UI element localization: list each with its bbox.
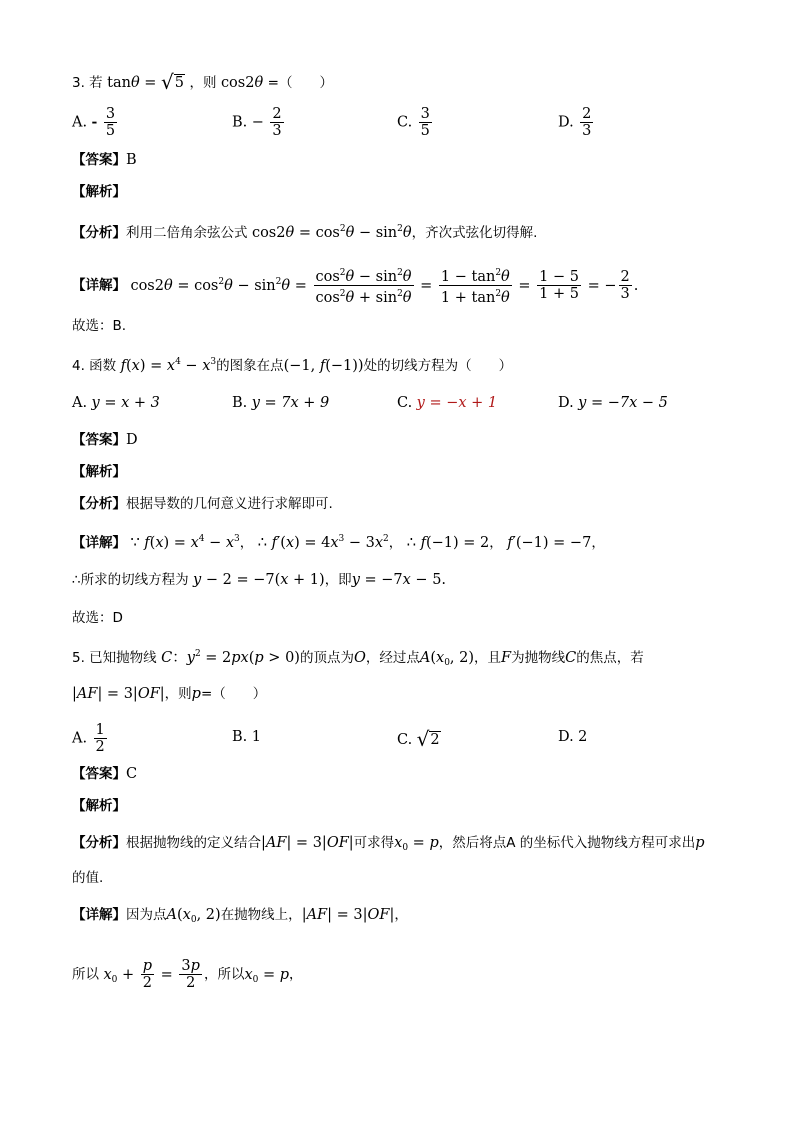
q5-option-c-label: C. <box>397 732 413 748</box>
detail-step-4: f′(−1) = −7 <box>507 535 592 551</box>
q5-stem-condition: |AF| = 3|OF| <box>72 686 165 702</box>
q4-option-c-label: C. <box>397 395 413 411</box>
q4-fenxi <box>72 494 333 514</box>
q5-stem-o: O <box>353 650 366 666</box>
q3-stem-mid: ，则 <box>189 75 217 91</box>
conclusion-text: 故选：B. <box>72 318 127 334</box>
detail-formula: $\cos 2\theta = \cos^2\theta - \sin^2\theta$ = $\frac{\cos^2\theta - \sin^2\theta}{\cos^2\theta + \sin^2\theta}$ = $\frac{1 - \tan^2\theta}{1 + \tan^2\theta}$ = $\frac{1 - 5}{1 + 5}$ = − $\frac{2}{3}$ . <box>130 278 638 294</box>
fenxi-formula: $\cos 2\theta = \cos^2\theta - \sin^2\theta$ <box>251 224 412 241</box>
q3-option-a[interactable] <box>72 106 119 139</box>
q5-option-a-fraction: $\frac{1}{2}$ <box>95 722 105 755</box>
q4-option-d-text: y = −7x − 5 <box>578 395 668 411</box>
q4-stem-function: $f(x) = x^4 - x^3$ <box>120 357 217 374</box>
q5-detail-line2 <box>72 958 303 991</box>
q3-option-b-fraction: $\frac{2}{3}$ <box>272 106 282 139</box>
answer-tag: 【答案】 <box>72 152 126 168</box>
q5-stem-text-4: 为抛物线 <box>511 650 566 666</box>
detail-text-post: ， <box>394 907 408 923</box>
q5-stem-text-6: ，则 <box>164 686 192 702</box>
q3-option-a-label: A. <box>72 114 88 131</box>
detail-text-mid: 在抛物线上， <box>220 907 302 923</box>
q4-option-c[interactable] <box>397 395 497 411</box>
analysis-tag: 【解析】 <box>72 464 126 480</box>
q5-option-a[interactable] <box>72 722 109 755</box>
q3-stem-ask: cos2θ <box>220 75 264 91</box>
q4-conclusion <box>72 608 123 628</box>
q5-stem <box>72 644 644 673</box>
fenxi-text: 根据抛物线的定义结合 <box>126 835 261 851</box>
q4-option-b-label: B. <box>232 395 248 411</box>
q3-stem-condition: tanθ = √5 <box>107 70 185 94</box>
detail-tag: 【详解】 <box>72 277 126 294</box>
q5-option-b-label: B. <box>232 729 248 745</box>
q5-detail <box>72 905 408 930</box>
q5-stem-c: C <box>565 650 577 666</box>
q5-answer <box>72 764 137 784</box>
detail-text-mid: ，所以 <box>203 966 245 983</box>
q5-option-c[interactable] <box>397 727 441 751</box>
fenxi-p: p <box>695 835 705 851</box>
q3-stem <box>72 72 333 93</box>
q3-option-c-fraction: $\frac{3}{5}$ <box>420 106 430 139</box>
detail-step-3: ∴ f(−1) = 2 <box>406 535 490 551</box>
detail-equation: y − 2 = −7(x + 1) <box>193 572 325 588</box>
q4-stem-post: 处的切线方程为（ ） <box>363 358 513 374</box>
answer-value: D <box>126 432 138 448</box>
q3-option-c-label: C. <box>397 114 413 131</box>
fenxi-condition: |AF| = 3|OF| <box>261 835 354 851</box>
q4-analysis-heading <box>72 462 126 482</box>
q3-fenxi <box>72 219 537 243</box>
fenxi-tag: 【分析】 <box>72 496 126 512</box>
q3-option-b-sign: − <box>251 114 264 131</box>
q5-stem-line2 <box>72 684 266 704</box>
q4-stem <box>72 352 512 376</box>
q5-stem-text-7: =（ ） <box>200 686 267 702</box>
detail-point: $A(x_0$, 2) <box>166 907 221 925</box>
q3-option-d-fraction: $\frac{2}{3}$ <box>582 106 592 139</box>
q4-answer <box>72 430 138 450</box>
detail-result: $x_0 = p$ <box>244 966 290 985</box>
q3-option-d[interactable] <box>558 106 595 139</box>
q5-stem-text-1: 的顶点为 <box>299 650 354 666</box>
fenxi-text-end: ，齐次式弦化切得解. <box>411 225 538 241</box>
q4-option-d[interactable] <box>558 395 668 411</box>
q5-stem-point: $A(x_0$, 2) <box>419 650 475 668</box>
q4-stem-mid: 的图象在点 <box>216 358 284 374</box>
detail-result: y = −7x − 5 <box>351 572 442 588</box>
q4-option-c-text: y = −x + 1 <box>416 395 498 411</box>
answer-tag: 【答案】 <box>72 432 126 448</box>
q3-option-a-sign: - <box>91 114 98 131</box>
q4-stem-point: (−1, f(−1)) <box>283 358 364 374</box>
detail-step-1: ∵ $f(x) = x^4 - x^3$ <box>130 534 240 551</box>
q5-option-b-text: 1 <box>251 729 261 745</box>
q3-option-a-fraction: $\frac{3}{5}$ <box>105 106 116 139</box>
detail-tag: 【详解】 <box>72 535 126 551</box>
fenxi-text-mid: 可求得 <box>353 835 395 851</box>
q4-option-b[interactable] <box>232 395 329 411</box>
q5-stem-text-2: ，经过点 <box>365 650 420 666</box>
q3-stem-post: =（ ） <box>267 75 333 91</box>
q4-detail: 【详解】 ∵ $f(x) = x^4 - x^3$， ∴ $f'(x) = 4x^3 - 3x^2$， ∴ f(−1) = 2， f′(−1) = −7， <box>72 534 605 551</box>
q5-option-b[interactable] <box>232 729 261 745</box>
q4-stem-number: 4. 函数 <box>72 358 117 374</box>
fenxi-equation: $x_0 = p$ <box>394 835 439 853</box>
q5-stem-text-3: ，且 <box>474 650 502 666</box>
detail-text-mid: ，即 <box>324 572 352 588</box>
q4-detail-line2: ∴所求的切线方程为 y − 2 = −7(x + 1)，即y = −7x − 5. <box>72 572 447 588</box>
fenxi-tag: 【分析】 <box>72 225 126 241</box>
detail-condition: |AF| = 3|OF| <box>301 907 395 923</box>
detail-step-2: ∴ $f'(x) = 4x^3 - 3x^2$ <box>257 534 389 551</box>
q3-stem-number: 3. 若 <box>72 75 103 91</box>
q5-stem-text-5: 的焦点，若 <box>576 650 644 666</box>
detail-text: 因为点 <box>126 907 167 923</box>
q3-option-d-label: D. <box>558 114 574 131</box>
q3-option-b-label: B. <box>232 114 248 131</box>
fenxi-tag: 【分析】 <box>72 835 126 851</box>
q3-answer <box>72 150 137 170</box>
q3-detail <box>72 265 638 306</box>
q4-option-d-label: D. <box>558 395 574 411</box>
q4-option-a[interactable] <box>72 395 160 411</box>
analysis-tag: 【解析】 <box>72 798 126 814</box>
q5-analysis-heading <box>72 796 126 816</box>
q5-stem-f: F <box>501 650 512 666</box>
detail-text-post: ， <box>289 966 303 983</box>
q3-analysis-heading <box>72 182 126 202</box>
answer-tag: 【答案】 <box>72 766 126 782</box>
q5-fenxi-line2 <box>72 868 103 888</box>
answer-value: B <box>126 152 137 168</box>
q4-option-a-text: y = x + 3 <box>91 395 160 411</box>
detail-text: ∴所求的切线方程为 <box>72 572 189 588</box>
detail-text: 所以 <box>72 966 99 983</box>
q5-option-d-text: 2 <box>578 729 588 745</box>
q4-option-a-label: A. <box>72 395 88 411</box>
fenxi-text: 根据导数的几何意义进行求解即可. <box>126 496 333 512</box>
q3-option-b[interactable] <box>232 106 286 139</box>
detail-equation: $x_0$ + $\frac{p}{2}$ = $\frac{3p}{2}$ <box>103 958 200 991</box>
q5-stem-number: 5. 已知抛物线 <box>72 650 157 666</box>
q5-stem-p: p <box>191 686 201 702</box>
q5-option-c-text: √2 <box>416 727 440 751</box>
q3-conclusion <box>72 316 126 336</box>
q5-stem-curve: C：$y^2 = 2px(p > 0)$ <box>161 649 300 666</box>
q5-option-d[interactable] <box>558 729 587 745</box>
analysis-tag: 【解析】 <box>72 184 126 200</box>
detail-tag: 【详解】 <box>72 907 126 923</box>
q5-option-a-label: A. <box>72 730 88 747</box>
q3-option-c[interactable] <box>397 106 434 139</box>
fenxi-text-end: 的值. <box>72 870 104 886</box>
q5-option-d-label: D. <box>558 729 574 745</box>
fenxi-text-post: ，然后将点A 的坐标代入抛物线方程可求出 <box>438 835 696 851</box>
answer-value: C <box>126 766 138 782</box>
q5-fenxi <box>72 833 705 858</box>
fenxi-text: 利用二倍角余弦公式 <box>126 225 248 241</box>
conclusion-text: 故选：D <box>72 610 123 626</box>
q4-option-b-text: y = 7x + 9 <box>251 395 330 411</box>
